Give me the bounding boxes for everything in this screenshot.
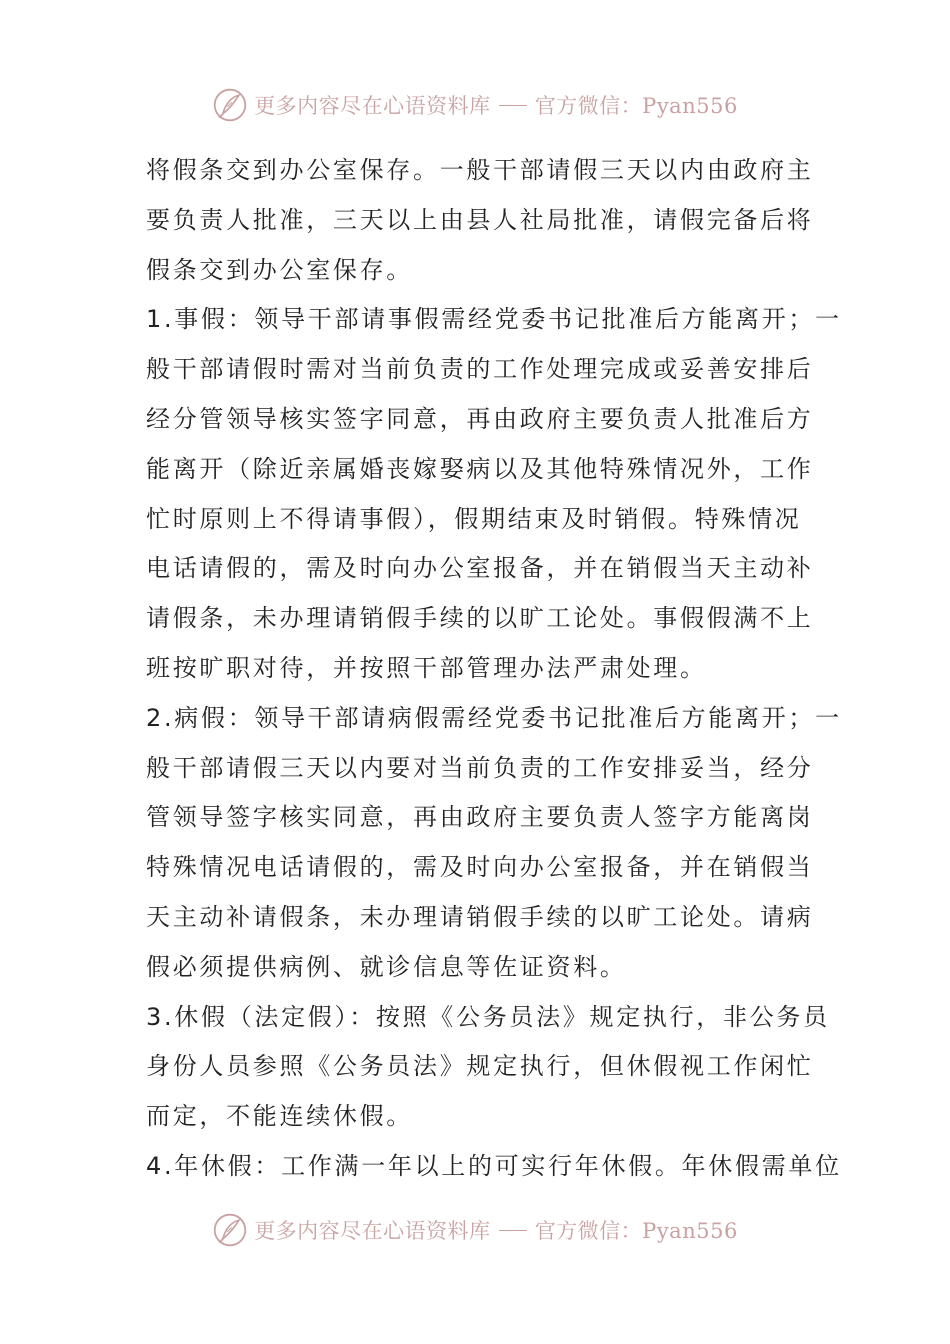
text-line: 要负责人批准，三天以上由县人社局批准，请假完备后将	[146, 205, 814, 234]
text-line: 请假条，未办理请销假手续的以旷工论处。事假假满不上	[146, 604, 814, 633]
watermark-dash	[499, 105, 527, 106]
text-line: 天主动补请假条，未办理请销假手续的以旷工论处。请病	[146, 902, 814, 931]
feather-logo-icon	[212, 1212, 248, 1248]
text-line: 假必须提供病例、就诊信息等佐证资料。	[146, 952, 627, 981]
text-line: 般干部请假时需对当前负责的工作处理完成或妥善安排后	[146, 355, 814, 384]
watermark-suffix-text: 官方微信：Pyan556	[534, 94, 738, 118]
watermark-main-text: 更多内容尽在心语资料库	[254, 1219, 491, 1243]
text-line: 2.病假：领导干部请病假需经党委书记批准后方能离开；一	[146, 703, 842, 732]
watermark-dash	[499, 1230, 527, 1231]
text-line: 电话请假的，需及时向办公室报备，并在销假当天主动补	[146, 554, 814, 583]
document-body	[146, 146, 842, 1192]
watermark-suffix-text: 官方微信：Pyan556	[534, 1219, 738, 1243]
text-line: 身份人员参照《公务员法》规定执行，但休假视工作闲忙	[146, 1052, 814, 1081]
text-line: 1.事假：领导干部请事假需经党委书记批准后方能离开；一	[146, 305, 842, 334]
text-line: 4.年休假：工作满一年以上的可实行年休假。年休假需单位	[146, 1151, 842, 1180]
text-line: 将假条交到办公室保存。一般干部请假三天以内由政府主	[146, 156, 814, 184]
text-line: 忙时原则上不得请事假），假期结束及时销假。特殊情况	[146, 504, 802, 533]
watermark-header	[0, 80, 950, 130]
text-line: 而定，不能连续休假。	[146, 1102, 413, 1131]
watermark-main-text: 更多内容尽在心语资料库	[254, 94, 491, 118]
text-line: 假条交到办公室保存。	[146, 255, 413, 284]
watermark-footer	[0, 1205, 950, 1255]
text-line: 般干部请假三天以内要对当前负责的工作安排妥当，经分	[146, 753, 814, 782]
text-line: 3.休假（法定假）：按照《公务员法》规定执行，非公务员	[146, 1002, 830, 1031]
text-line: 特殊情况电话请假的，需及时向办公室报备，并在销假当	[146, 853, 814, 882]
text-line: 管领导签字核实同意，再由政府主要负责人签字方能离岗	[146, 803, 814, 832]
feather-logo-icon	[212, 87, 248, 123]
text-line: 经分管领导核实签字同意，再由政府主要负责人批准后方	[146, 404, 814, 433]
text-line: 班按旷职对待，并按照干部管理办法严肃处理。	[146, 653, 707, 682]
text-line: 能离开（除近亲属婚丧嫁娶病以及其他特殊情况外，工作	[146, 454, 814, 483]
